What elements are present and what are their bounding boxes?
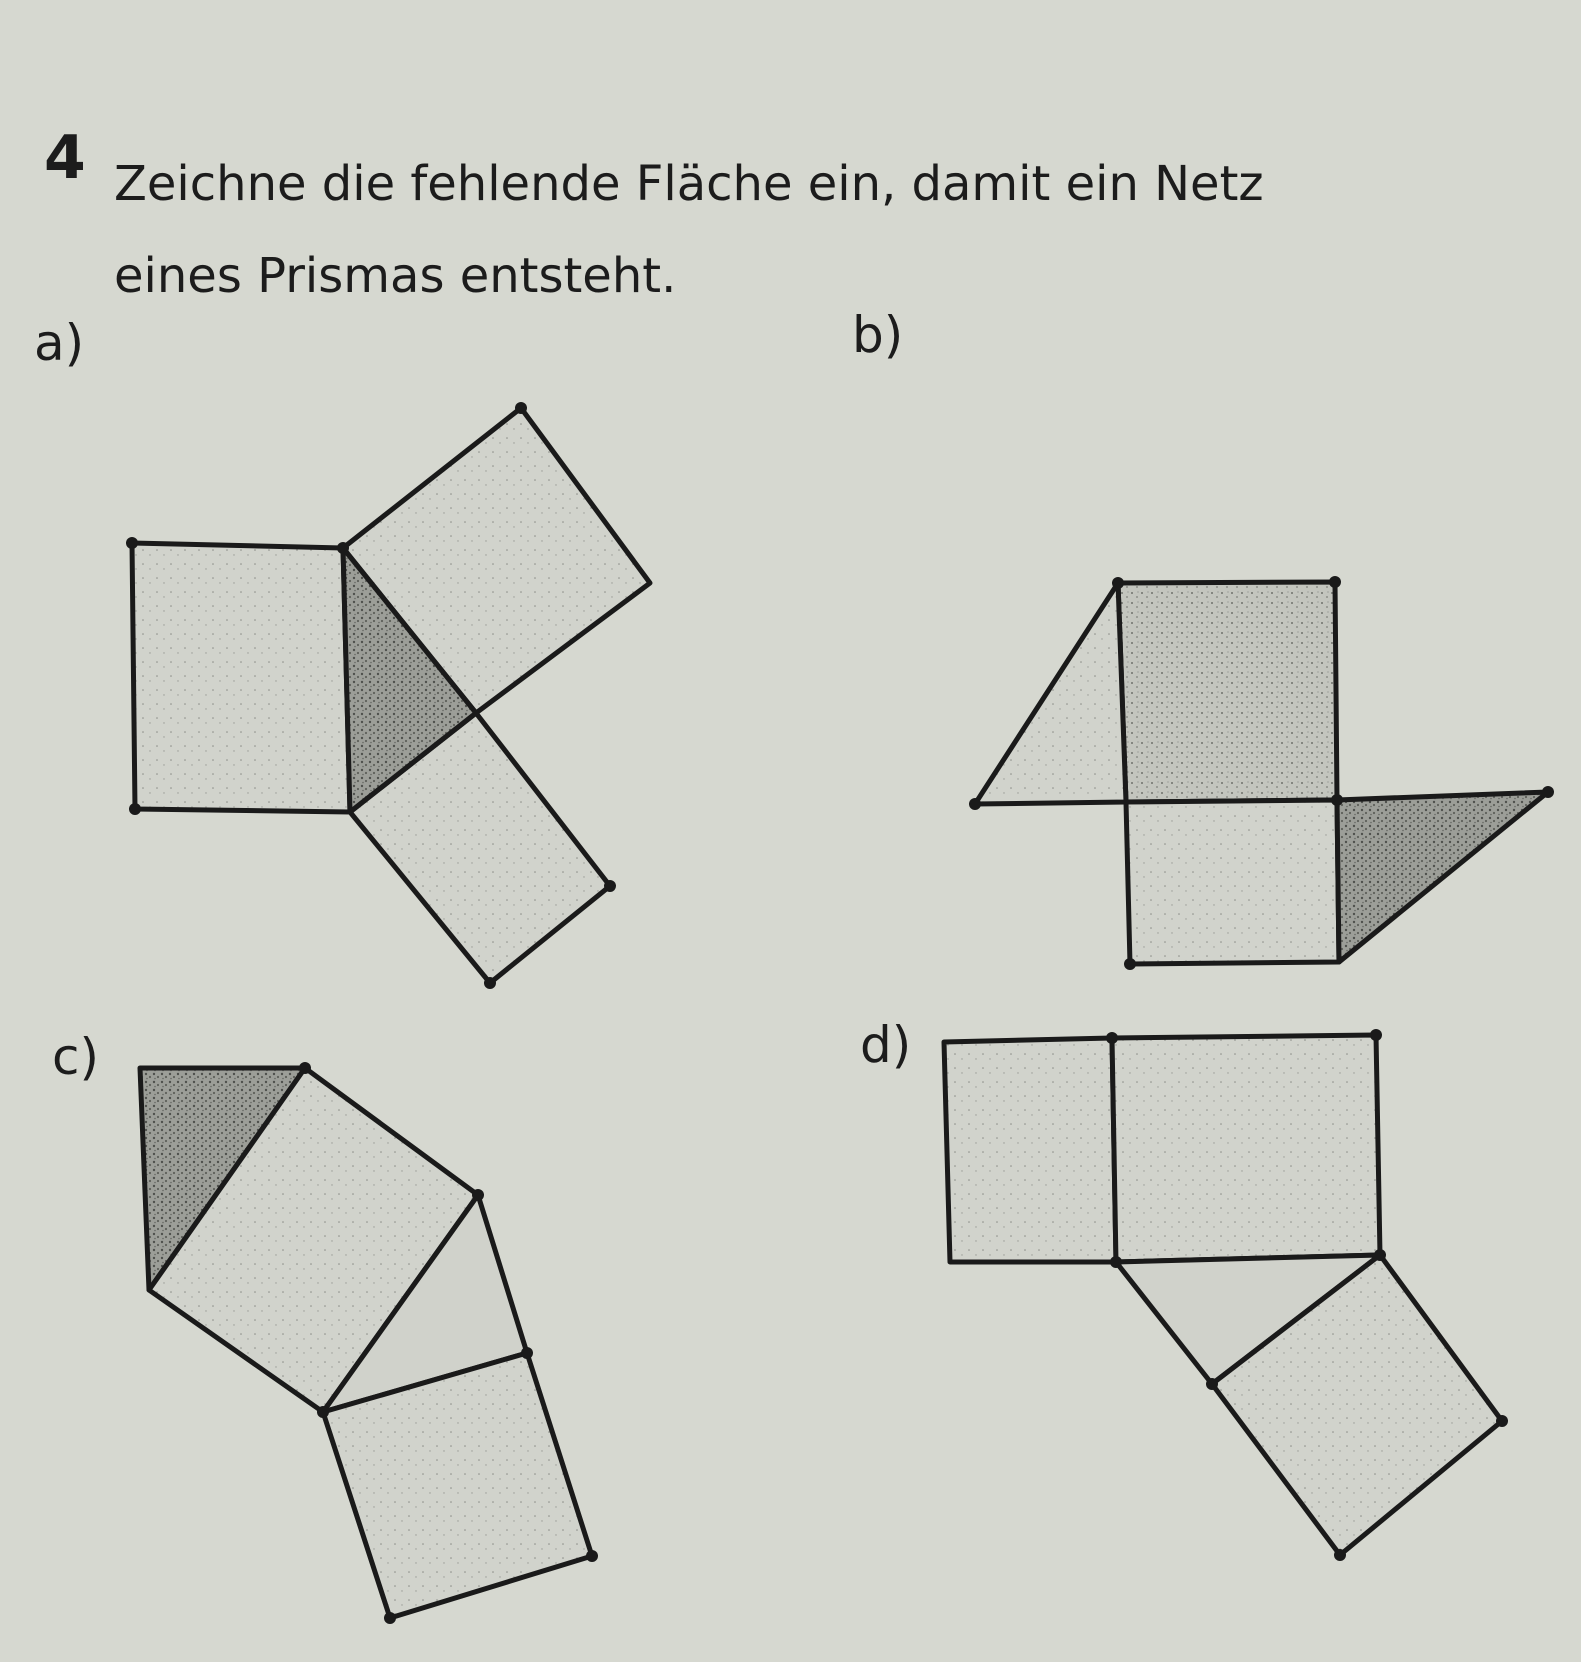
net-b-square-top bbox=[1118, 582, 1337, 802]
task-instruction-line-1: Zeichne die fehlende Fläche ein, damit ein Netz bbox=[114, 156, 1264, 212]
subtask-d-label: d) bbox=[860, 1016, 912, 1074]
vertex-dot bbox=[1106, 1032, 1118, 1044]
vertex-dot bbox=[484, 977, 496, 989]
vertex-dot bbox=[317, 1406, 329, 1418]
vertex-dot bbox=[586, 1550, 598, 1562]
vertex-dot bbox=[1331, 794, 1343, 806]
net-b bbox=[969, 576, 1554, 970]
vertex-dot bbox=[299, 1062, 311, 1074]
net-a-rectangle-left bbox=[132, 543, 350, 812]
vertex-dot bbox=[1374, 1249, 1386, 1261]
vertex-dot bbox=[1496, 1415, 1508, 1427]
net-d-rectangle-right bbox=[1112, 1035, 1380, 1262]
net-d bbox=[944, 1029, 1508, 1561]
net-a bbox=[126, 402, 650, 989]
net-b-square-bottom bbox=[1126, 800, 1339, 964]
vertex-dot bbox=[1334, 1549, 1346, 1561]
vertex-dot bbox=[1112, 577, 1124, 589]
vertex-dot bbox=[1110, 1256, 1122, 1268]
task-instruction-line-2: eines Prismas entsteht. bbox=[114, 248, 677, 304]
vertex-dot bbox=[1206, 1378, 1218, 1390]
vertex-dot bbox=[126, 537, 138, 549]
vertex-dot bbox=[129, 803, 141, 815]
vertex-dot bbox=[604, 880, 616, 892]
subtask-b-label: b) bbox=[852, 306, 904, 364]
subtask-c-label: c) bbox=[52, 1028, 99, 1086]
vertex-dot bbox=[1370, 1029, 1382, 1041]
vertex-dot bbox=[337, 542, 349, 554]
vertex-dot bbox=[1542, 786, 1554, 798]
task-number: 4 bbox=[44, 123, 86, 193]
net-b-triangle-left bbox=[975, 583, 1126, 804]
vertex-dot bbox=[515, 402, 527, 414]
vertex-dot bbox=[472, 1189, 484, 1201]
vertex-dot bbox=[384, 1612, 396, 1624]
net-b-triangle-right bbox=[1337, 792, 1548, 962]
vertex-dot bbox=[521, 1347, 533, 1359]
vertex-dot bbox=[1329, 576, 1341, 588]
vertex-dot bbox=[969, 798, 981, 810]
vertex-dot bbox=[1124, 958, 1136, 970]
net-d-rectangle-left bbox=[944, 1038, 1116, 1262]
net-c bbox=[140, 1062, 598, 1624]
subtask-a-label: a) bbox=[34, 314, 85, 372]
